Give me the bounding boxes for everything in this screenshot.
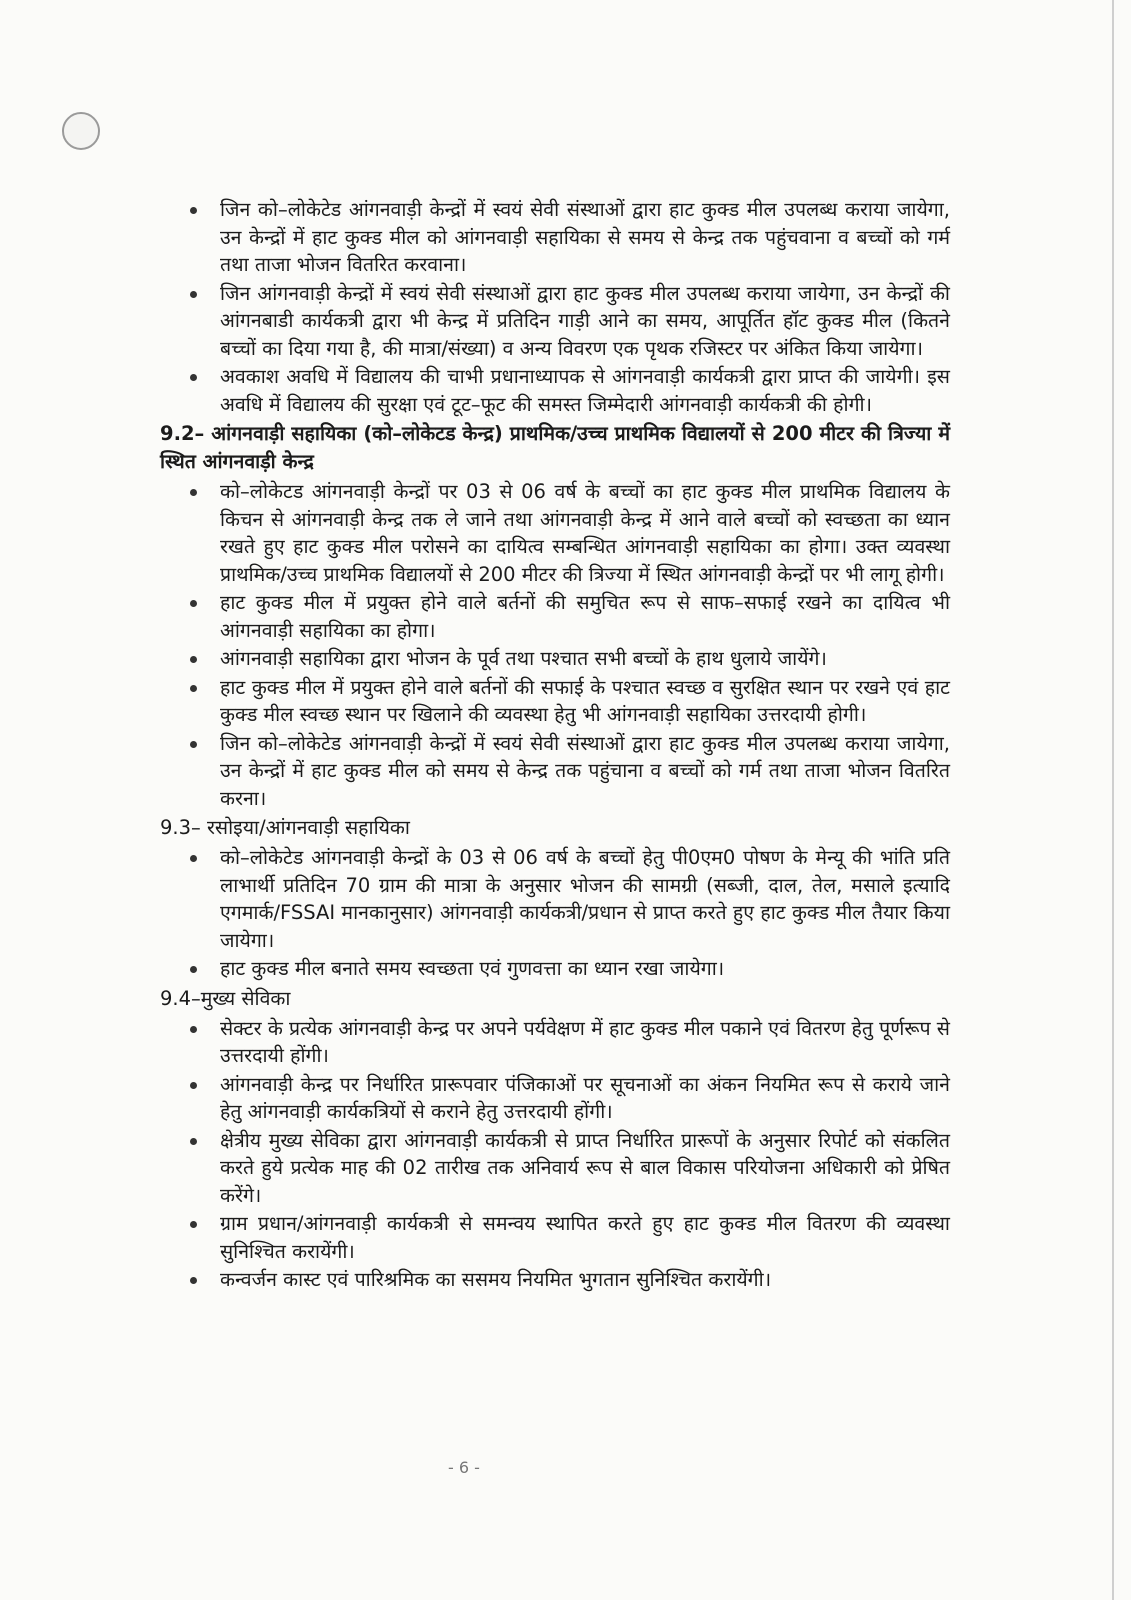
list-item: हाट कुक्ड मील बनाते समय स्वच्छता एवं गुणवत्ता का ध्यान रखा जायेगा। <box>220 955 950 983</box>
bullet-list-intro <box>150 196 950 418</box>
list-item: जिन को–लोकेटेड आंगनवाड़ी केन्द्रों में स्वयं सेवी संस्थाओं द्वारा हाट कुक्ड मील उपलब्ध कराया जायेगा, उन केन्द्रों में हाट कुक्ड मील को आंगनवाड़ी सहायिका से समय से केन्द्र तक पहुंचवाना व बच्चों को गर्म तथा ताजा भोजन वितरित करवाना। <box>220 196 950 279</box>
list-item: को–लोकेटड आंगनवाड़ी केन्द्रों पर 03 से 06 वर्ष के बच्चों का हाट कुक्ड मील प्राथमिक विद्यालय के किचन से आंगनवाड़ी केन्द्र तक ले जाने तथा आंगनवाड़ी केन्द्र में आने वाले बच्चों को स्वच्छता का ध्यान रखते हुए हाट कुक्ड मील परोसने का दायित्व सम्बन्धित आंगनवाड़ी सहायिका का होगा। उक्त व्यवस्था प्राथमिक/उच्च प्राथमिक विद्यालयों से 200 मीटर की त्रिज्या में स्थित आंगनवाड़ी केन्द्रों पर भी लागू होगी। <box>220 478 950 588</box>
list-item: अवकाश अवधि में विद्यालय की चाभी प्रधानाध्यापक से आंगनवाड़ी कार्यकत्री द्वारा प्राप्त की जायेगी। इस अवधि में विद्यालय की सुरक्षा एवं टूट–फूट की समस्त जिम्मेदारी आंगनवाड़ी कार्यकत्री की होगी। <box>220 363 950 418</box>
punch-hole <box>62 112 100 150</box>
section-heading-9-4: 9.4–मुख्य सेविका <box>160 986 291 1010</box>
bullet-list-9-2 <box>150 478 950 812</box>
list-item: सेक्टर के प्रत्येक आंगनवाड़ी केन्द्र पर अपने पर्यवेक्षण में हाट कुक्ड मील पकाने एवं वितरण हेतु पूर्णरूप से उत्तरदायी होंगी। <box>220 1015 950 1070</box>
bullet-list-9-4 <box>150 1015 950 1294</box>
page-number: - 6 - <box>448 1458 480 1477</box>
list-item: ग्राम प्रधान/आंगनवाड़ी कार्यकत्री से समन्वय स्थापित करते हुए हाट कुक्ड मील वितरण की व्यवस्था सुनिश्चित करायेंगी। <box>220 1210 950 1265</box>
list-item: हाट कुक्ड मील में प्रयुक्त होने वाले बर्तनों की समुचित रूप से साफ–सफाई रखने का दायित्व भी आंगनवाड़ी सहायिका का होगा। <box>220 589 950 644</box>
page-edge <box>1112 0 1114 1600</box>
section-heading-9-2: 9.2– आंगनवाड़ी सहायिका (को–लोकेटड केन्द्र) प्राथमिक/उच्च प्राथमिक विद्यालयों से 200 मीटर की त्रिज्या में स्थित आंगनवाड़ी केन्द्र <box>160 422 950 473</box>
list-item: को–लोकेटेड आंगनवाड़ी केन्द्रों के 03 से 06 वर्ष के बच्चों हेतु पी0एम0 पोषण के मेन्यू की भांति प्रति लाभार्थी प्रतिदिन 70 ग्राम की मात्रा के अनुसार भोजन की सामग्री (सब्जी, दाल, तेल, मसाले इत्यादि एगमार्क/FSSAI मानकानुसार) आंगनवाड़ी कार्यकत्री/प्रधान से प्राप्त करते हुए हाट कुक्ड मील तैयार किया जायेगा। <box>220 844 950 954</box>
section-heading-9-3: 9.3– रसोइया/आंगनवाड़ी सहायिका <box>160 816 410 839</box>
list-item: आंगनवाड़ी केन्द्र पर निर्धारित प्रारूपवार पंजिकाओं पर सूचनाओं का अंकन नियमित रूप से कराये जाने हेतु आंगनवाड़ी कार्यकत्रियों से कराने हेतु उत्तरदायी होंगी। <box>220 1071 950 1126</box>
list-item: आंगनवाड़ी सहायिका द्वारा भोजन के पूर्व तथा पश्चात सभी बच्चों के हाथ धुलाये जायेंगे। <box>220 645 950 673</box>
list-item: क्षेत्रीय मुख्य सेविका द्वारा आंगनवाड़ी कार्यकत्री से प्राप्त निर्धारित प्रारूपों के अनुसार रिपोर्ट को संकलित करते हुये प्रत्येक माह की 02 तारीख तक अनिवार्य रूप से बाल विकास परियोजना अधिकारी को प्रेषित करेंगे। <box>220 1127 950 1210</box>
list-item: जिन को–लोकेटेड आंगनवाड़ी केन्द्रों में स्वयं सेवी संस्थाओं द्वारा हाट कुक्ड मील उपलब्ध कराया जायेगा, उन केन्द्रों में हाट कुक्ड मील को समय से केन्द्र तक पहुंचाना व बच्चों को गर्म तथा ताजा भोजन वितरित करना। <box>220 730 950 813</box>
document-body <box>150 196 950 1295</box>
list-item: हाट कुक्ड मील में प्रयुक्त होने वाले बर्तनों की सफाई के पश्चात स्वच्छ व सुरक्षित स्थान पर रखने एवं हाट कुक्ड मील स्वच्छ स्थान पर खिलाने की व्यवस्था हेतु भी आंगनवाड़ी सहायिका उत्तरदायी होगी। <box>220 674 950 729</box>
bullet-list-9-3 <box>150 844 950 983</box>
list-item: जिन आंगनवाड़ी केन्द्रों में स्वयं सेवी संस्थाओं द्वारा हाट कुक्ड मील उपलब्ध कराया जायेगा, उन केन्द्रों की आंगनबाडी कार्यकत्री द्वारा भी केन्द्र में प्रतिदिन गाड़ी आने का समय, आपूर्तित हॉट कुक्ड मील (कितने बच्चों का दिया गया है, की मात्रा/संख्या) व अन्य विवरण एक पृथक रजिस्टर पर अंकित किया जायेगा। <box>220 280 950 363</box>
list-item: कन्वर्जन कास्ट एवं पारिश्रमिक का ससमय नियमित भुगतान सुनिश्चित करायेंगी। <box>220 1266 950 1294</box>
